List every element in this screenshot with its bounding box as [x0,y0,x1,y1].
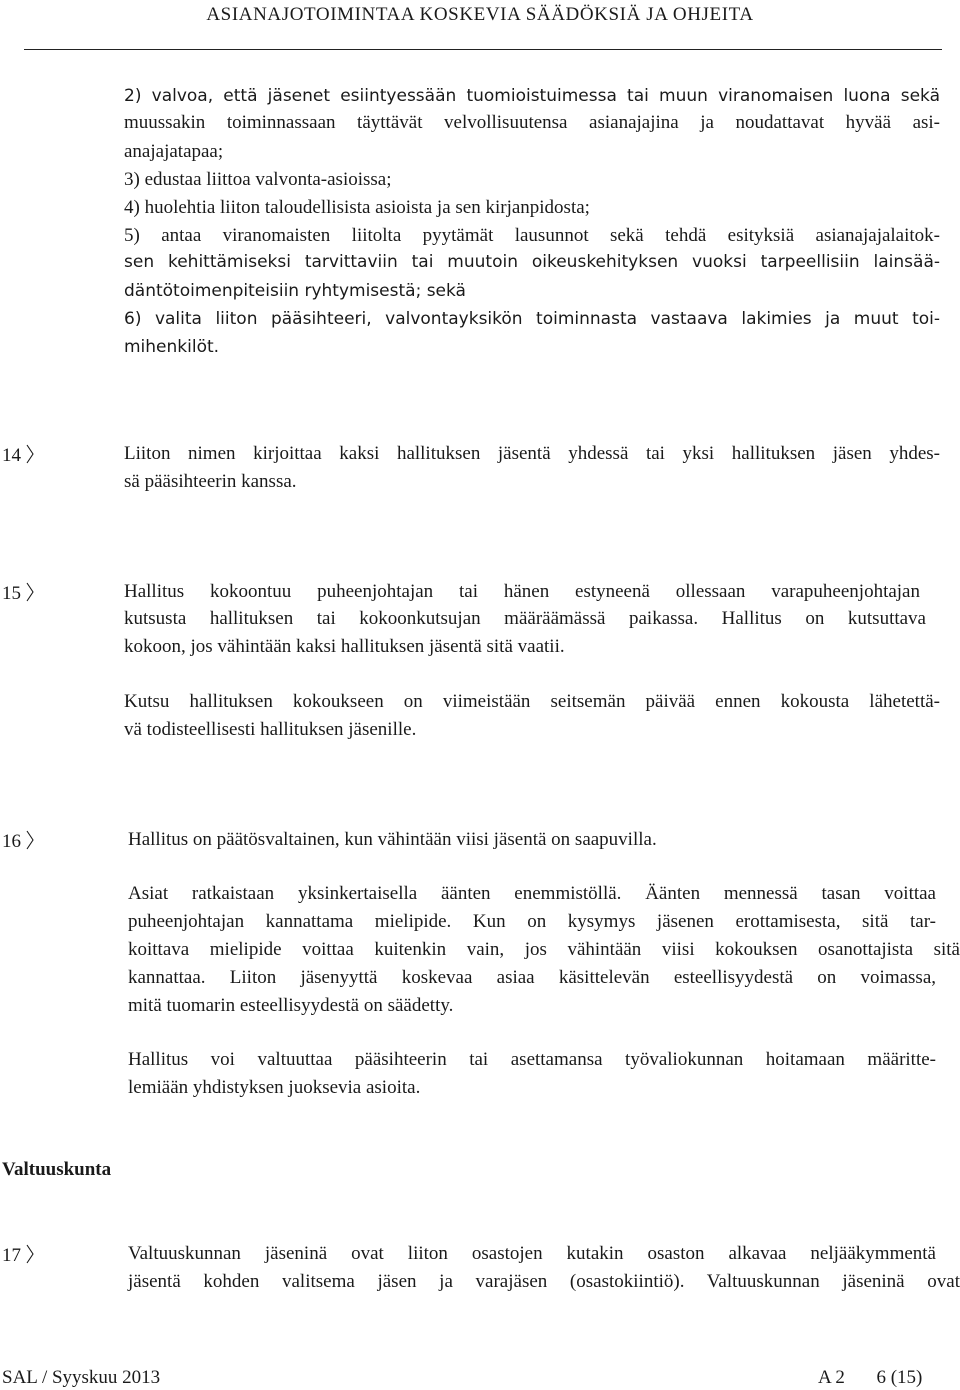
paragraph-line: jäsentä kohden valitsema jäsen ja varajäsen (osastokiintiö). Valtuuskunnan jäseninä ovat [128,1271,960,1292]
section-number-text: 16 [2,831,21,852]
section-sign-icon [21,1245,35,1266]
paragraph-line: Hallitus kokoontuu puheenjohtajan tai hänen estyneenä ollessaan varapuheenjohtajan [124,581,920,602]
document-title: ASIANAJOTOIMINTAA KOSKEVIA SÄÄDÖKSIÄ JA OHJEITA [206,4,754,25]
paragraph-line: mitä tuomarin esteellisyydestä on säädetty. [128,995,454,1016]
section-sign-icon [21,583,35,604]
paragraph-line: Kutsu hallituksen kokoukseen on viimeistään seitsemän päivää ennen kokousta lähetettä- [124,691,940,712]
paragraph-line: sä pääsihteerin kanssa. [124,471,297,492]
paragraph-line: Hallitus voi valtuuttaa pääsihteerin tai asettamansa työvaliokunnan hoitamaan määritte- [128,1049,936,1070]
intro-line: 5) antaa viranomaisten liitolta pyytämät lausunnot sekä tehdä esityksiä asianajajalaitok- [124,225,940,246]
section-number-text: 17 [2,1245,21,1266]
section-heading-valtuuskunta: Valtuuskunta [2,1159,112,1180]
section-number [2,442,35,468]
section-sign-icon [21,831,35,852]
paragraph-line: kokoon, jos vähintään kaksi hallituksen jäsentä sitä vaatii. [124,636,565,657]
section-number [2,1242,35,1268]
page-header [0,0,960,50]
intro-line: anajajatapaa; [124,141,224,162]
header-rule [24,49,942,50]
paragraph-line: Asiat ratkaistaan yksinkertaisella äänten enemmistöllä. Äänten mennessä tasan voittaa [128,883,936,904]
section-sign-icon [21,445,35,466]
paragraph-line: Valtuuskunnan jäseninä ovat liiton osastojen kutakin osaston alkavaa neljääkymmentä [128,1243,936,1264]
paragraph-line: vä todisteellisesti hallituksen jäsenille. [124,719,417,740]
intro-line: mihenkilöt. [124,337,220,357]
paragraph-line: kutsusta hallituksen tai kokoonkutsujan määräämässä paikassa. Hallitus on kutsuttava [124,608,926,629]
paragraph-line: koittava mielipide voittaa kuitenkin vain, jos vähintään viisi kokouksen osanottajista sitä [128,939,960,960]
intro-line: 3) edustaa liittoa valvonta-asioissa; [124,169,392,190]
paragraph-line: lemiään yhdistyksen juoksevia asioita. [128,1077,421,1098]
paragraph-line: Liiton nimen kirjoittaa kaksi hallituksen jäsentä yhdessä tai yksi hallituksen jäsen yhdes- [124,443,940,464]
intro-line: däntötoimenpiteisiin ryhtymisestä; sekä [124,281,466,301]
paragraph-line: Hallitus on päätösvaltainen, kun vähintään viisi jäsentä on saapuvilla. [128,829,657,850]
intro-line: 2) valvoa, että jäsenet esiintyessään tuomioistuimessa tai muun viranomaisen luona sekä [124,86,940,106]
section-number [2,828,35,854]
paragraph-line: kannattaa. Liiton jäsenyyttä koskevaa asiaa käsittelevän esteellisyydestä on voimassa, [128,967,936,988]
footer-publication: SAL / Syyskuu 2013 [2,1367,161,1388]
intro-line: muussakin toiminnassaan täyttävät velvollisuutensa asianajajina ja noudattavat hyvää asi- [124,112,940,133]
section-number-text: 15 [2,583,21,604]
section-number [2,580,35,606]
footer-page-number: 6 (15) [876,1367,923,1388]
intro-line: sen kehittämiseksi tarvittaviin tai muutoin oikeuskehityksen vuoksi tarpeellisiin lainsää- [124,252,940,272]
intro-line: 4) huolehtia liiton taloudellisista asioista ja sen kirjanpidosta; [124,197,590,218]
section-number-text: 14 [2,445,21,466]
intro-line: 6) valita liiton pääsihteeri, valvontayksikön toiminnasta vastaava lakimies ja muut toi- [124,309,940,329]
footer-section-code: A 2 [818,1367,845,1388]
paragraph-line: puheenjohtajan kannattama mielipide. Kun on kysymys jäsenen erottamisesta, sitä tar- [128,911,936,932]
footer-pagination [818,1367,922,1389]
